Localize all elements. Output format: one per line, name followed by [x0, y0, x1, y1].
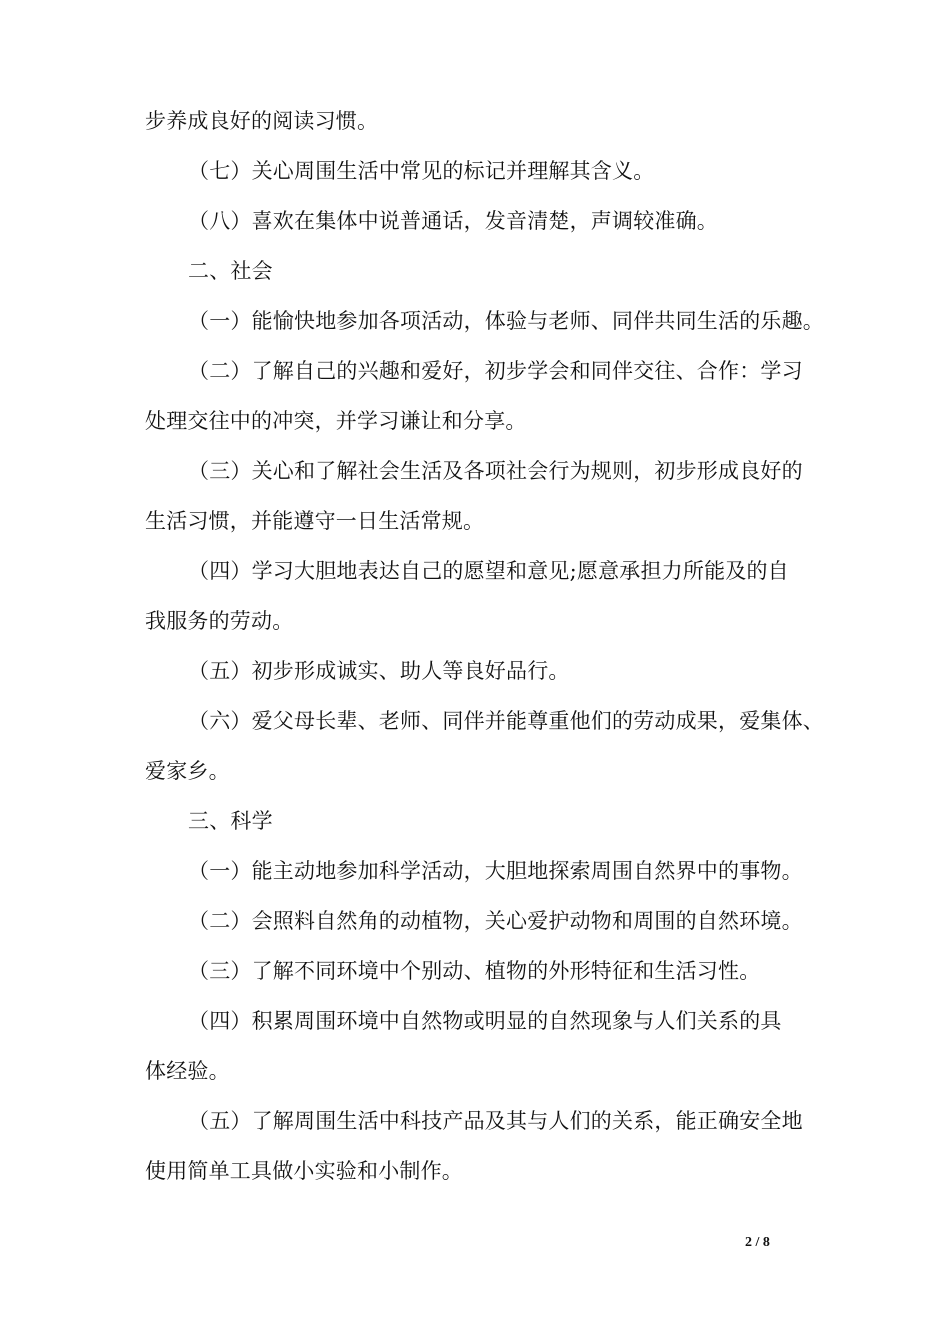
paragraph-line: （五）初步形成诚实、助人等良好品行。 — [188, 659, 570, 683]
paragraph-line: （五）了解周围生活中科技产品及其与人们的关系，能正确安全地 — [188, 1109, 803, 1133]
paragraph-line: 我服务的劳动。 — [145, 609, 294, 633]
paragraph-line: （三）关心和了解社会生活及各项社会行为规则，初步形成良好的 — [188, 459, 803, 483]
paragraph-line: （一）能愉快地参加各项活动，体验与老师、同伴共同生活的乐趣。 — [188, 309, 824, 333]
paragraph-line: （六）爱父母长辈、老师、同伴并能尊重他们的劳动成果，爱集体、 — [188, 709, 824, 733]
paragraph-line: （三）了解不同环境中个别动、植物的外形特征和生活习性。 — [188, 959, 761, 983]
paragraph-line: 生活习惯，并能遵守一日生活常规。 — [145, 509, 485, 533]
paragraph-line: （七）关心周围生活中常见的标记并理解其含义。 — [188, 159, 655, 183]
paragraph-line: （四）学习大胆地表达自己的愿望和意见;愿意承担力所能及的自 — [188, 559, 789, 583]
paragraph-line: （八）喜欢在集体中说普通话，发音清楚，声调较准确。 — [188, 209, 718, 233]
paragraph-line: 处理交往中的冲突，并学习谦让和分享。 — [145, 409, 527, 433]
paragraph-line: 爱家乡。 — [145, 759, 230, 783]
paragraph-line: 步养成良好的阅读习惯。 — [145, 109, 379, 133]
paragraph-line: 体经验。 — [145, 1059, 230, 1083]
section-heading: 三、科学 — [188, 809, 273, 833]
paragraph-line: （四）积累周围环境中自然物或明显的自然现象与人们关系的具 — [188, 1009, 782, 1033]
page-number: 2 / 8 — [745, 1235, 770, 1250]
paragraph-line: 使用简单工具做小实验和小制作。 — [145, 1159, 463, 1183]
paragraph-line: （二）会照料自然角的动植物，关心爱护动物和周围的自然环境。 — [188, 909, 803, 933]
section-heading: 二、社会 — [188, 259, 273, 283]
paragraph-line: （二）了解自己的兴趣和爱好，初步学会和同伴交往、合作：学习 — [188, 359, 803, 383]
paragraph-line: （一）能主动地参加科学活动，大胆地探索周围自然界中的事物。 — [188, 859, 803, 883]
